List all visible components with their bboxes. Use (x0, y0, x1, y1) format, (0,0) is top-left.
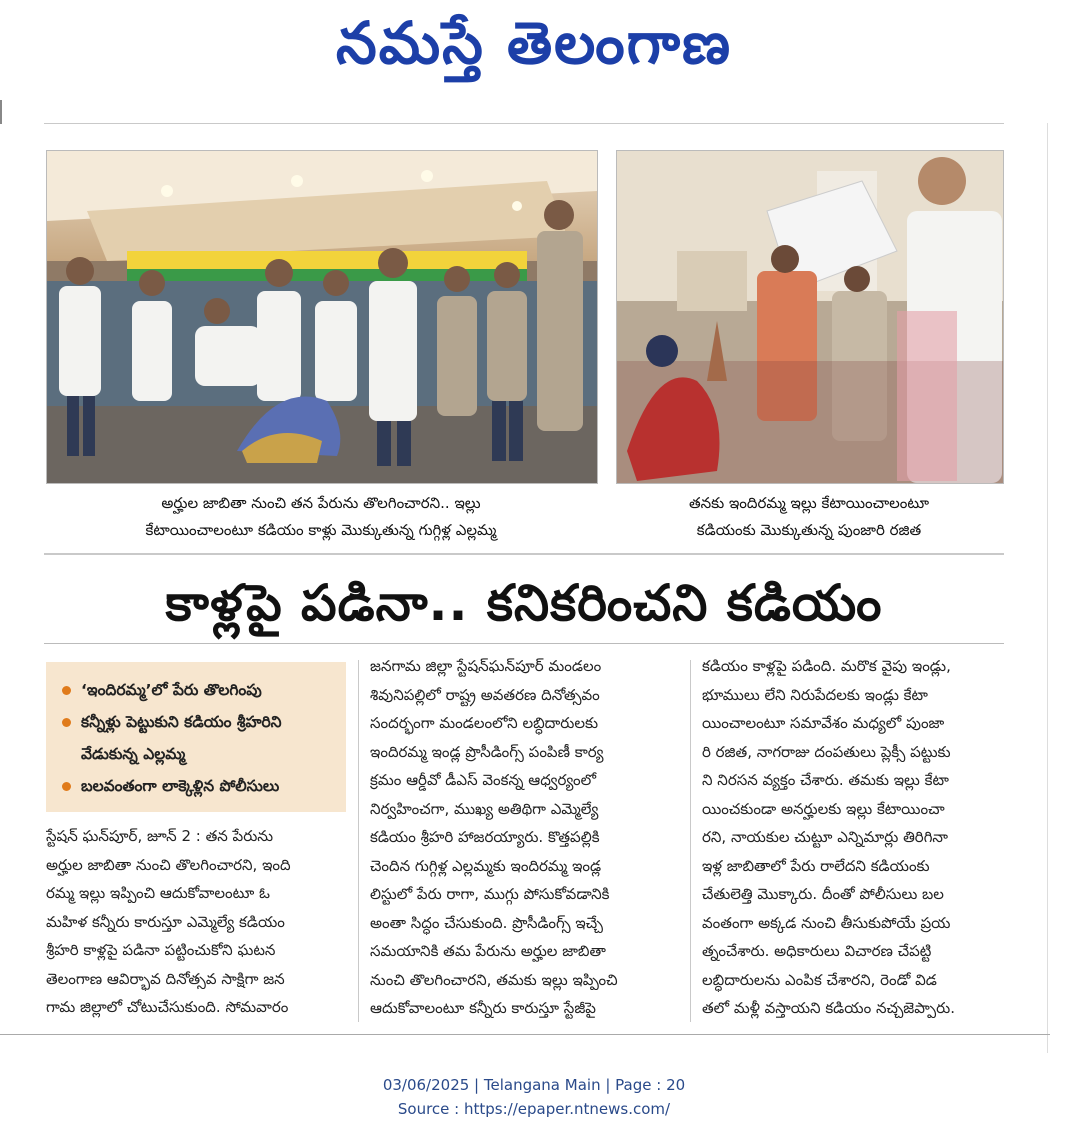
article-line: కడియం శ్రీహరి హాజరయ్యారు. కొత్తపల్లికి (370, 828, 600, 846)
article-line: చెందిన గుగ్గిళ్ల ఎల్లమ్మకు ఇందిరమ్మ ఇండ్ల (370, 856, 602, 875)
article-line: తలో మళ్లీ వస్తాయని కడియం నచ్చజెప్పారు. (702, 999, 955, 1017)
page-edge-right (1047, 123, 1048, 1053)
article-line: రని, నాయకుల చుట్టూ ఎన్నిమార్లు తిరిగినా (702, 828, 949, 846)
highlight-item (62, 770, 336, 802)
article-line: కడియం కాళ్లపై పడింది. మరొక వైపు ఇండ్లు, (702, 657, 951, 675)
article-line: గామ జిల్లాలో చోటుచేసుకుంది. సోమవారం (46, 998, 289, 1016)
edition-info: 03/06/2025 | Telangana Main | Page : 20 (382, 1076, 686, 1094)
article-line: తెలంగాణ ఆవిర్భావ దినోత్సవ సాక్షిగా జన (46, 969, 285, 988)
article-line: నిర్వహించగా, ముఖ్య అతిథిగా ఎమ్మెల్యే (370, 799, 599, 818)
headline-underline (44, 643, 1004, 644)
article-line: యించాలంటూ సమావేశం మధ్యలో పుంజా (702, 714, 945, 732)
page-edge-left (0, 100, 2, 124)
article-line: లిస్టులో పేరు రాగా, ముగ్గు పోసుకోవడానికి (370, 885, 610, 903)
photo-caption-left (46, 490, 596, 544)
article-line: మహిళ కన్నీరు కారుస్తూ ఎమ్మెల్యే కడియం (46, 912, 285, 931)
article-line: శ్రీహరి కాళ్లపై పడినా పట్టించుకోని ఘటన (46, 941, 276, 959)
article-line: త్నంచేశారు. అధికారులు విచారణ చేపట్టి (702, 942, 932, 960)
source-link[interactable]: Source : https://epaper.ntnews.com/ (397, 1100, 671, 1118)
article-line: రమ్మ ఇల్లు ఇప్పించి ఆదుకోవాలంటూ ఓ (46, 884, 270, 902)
highlight-item (62, 706, 336, 770)
article-line: రి రజిత, నాగరాజు దంపతులు ప్లెక్సీ పట్టుకు (702, 742, 951, 761)
bullet-icon (62, 718, 71, 727)
caption-line: తనకు ఇందిరమ్మ ఇల్లు కేటాయించాలంటూ (688, 494, 929, 512)
caption-line: కేటాయించాలంటూ కడియం కాళ్లు మొక్కుతున్న గుగ్గిళ్ల ఎల్లమ్మ (145, 521, 497, 539)
article-line: క్రమం ఆర్డీవో డీఎస్ వెంకన్న ఆధ్వర్యంలో (370, 771, 597, 789)
article-line: అంతా సిద్ధం చేసుకుంది. ప్రొసీడింగ్స్ ఇచ్చే (370, 913, 603, 932)
article-line: లబ్ధిదారులను ఎంపిక చేశారని, రెండో విడ (702, 970, 937, 989)
photo-rajitha-kadiyam (616, 150, 1004, 484)
highlight-text: బలవంతంగా లాక్కెళ్లిన పోలీసులు (81, 777, 280, 795)
article-line: నుంచి తొలగించారని, తమకు ఇల్లు ఇప్పించి (370, 970, 618, 989)
article-column-2 (370, 652, 682, 1023)
article-column-1 (46, 822, 348, 1022)
article-column-3 (702, 652, 1004, 1023)
photo-caption-right (616, 490, 1002, 544)
masthead-divider (44, 123, 1004, 124)
article-line: సమయానికి తమ పేరును అర్హుల జాబితా (370, 942, 606, 960)
bullet-icon (62, 686, 71, 695)
article-line: అర్హుల జాబితా నుంచి తొలగించారని, ఇంది (46, 855, 291, 874)
article-line: సందర్భంగా మండలంలోని లబ్ధిదారులకు (370, 714, 599, 732)
article-line: భూములు లేని నిరుపేదలకు ఇండ్లు కేటా (702, 685, 928, 704)
photo-illustration (617, 151, 1003, 483)
column-divider (690, 660, 691, 1022)
article-line: ఇళ్ల జాబితాలో పేరు రాలేదని కడియంకు (702, 856, 930, 875)
photo-illustration (47, 151, 597, 483)
column-divider (358, 660, 359, 1022)
article-line: వంతంగా అక్కడ నుంచి తీసుకుపోయే ప్రయ (702, 913, 951, 932)
newspaper-masthead: నమస్తే తెలంగాణ (336, 9, 732, 77)
highlight-text: ‘ఇందిరమ్మ’లో పేరు తొలగింపు (81, 681, 262, 699)
headline-divider (44, 553, 1004, 555)
article-line: ని నిరసన వ్యక్తం చేశారు. తమకు ఇల్లు కేటా (702, 771, 949, 789)
bullet-icon (62, 782, 71, 791)
photo-ellamma-kadiyam (46, 150, 598, 484)
article-line: ఇందిరమ్మ ఇండ్ల ప్రొసీడింగ్స్ పంపిణీ కార్య (370, 742, 604, 761)
article-line: జనగామ జిల్లా స్టేషన్‌ఘన్‌పూర్ మండలం (370, 657, 602, 675)
highlights-box (46, 662, 346, 812)
article-line: చేతులెత్తి మొక్కారు. దీంతో పోలీసులు బల (702, 885, 944, 903)
highlight-text: కన్నీళ్లు పెట్టుకుని కడియం శ్రీహరిని వేడుకున్న ఎల్లమ్మ (81, 713, 282, 763)
article-headline: కాళ్లపై పడినా.. కనికరించని కడియం (165, 574, 883, 632)
article-line: యించకుండా అనర్హులకు ఇల్లు కేటాయించా (702, 799, 945, 818)
article-line: స్టేషన్ ఘన్‌పూర్, జూన్ 2 : తన పేరును (46, 827, 274, 845)
page-bottom-divider (0, 1034, 1050, 1035)
caption-line: కడియంకు మొక్కుతున్న పుంజారి రజిత (696, 521, 922, 539)
caption-line: అర్హుల జాబితా నుంచి తన పేరును తొలగించారని.. ఇల్లు (161, 494, 481, 512)
article-line: శివునిపల్లిలో రాష్ట్ర అవతరణ దినోత్సవం (370, 685, 600, 704)
article-line: ఆదుకోవాలంటూ కన్నీరు కారుస్తూ స్టేజీపై (370, 999, 596, 1017)
highlight-item (62, 674, 336, 706)
